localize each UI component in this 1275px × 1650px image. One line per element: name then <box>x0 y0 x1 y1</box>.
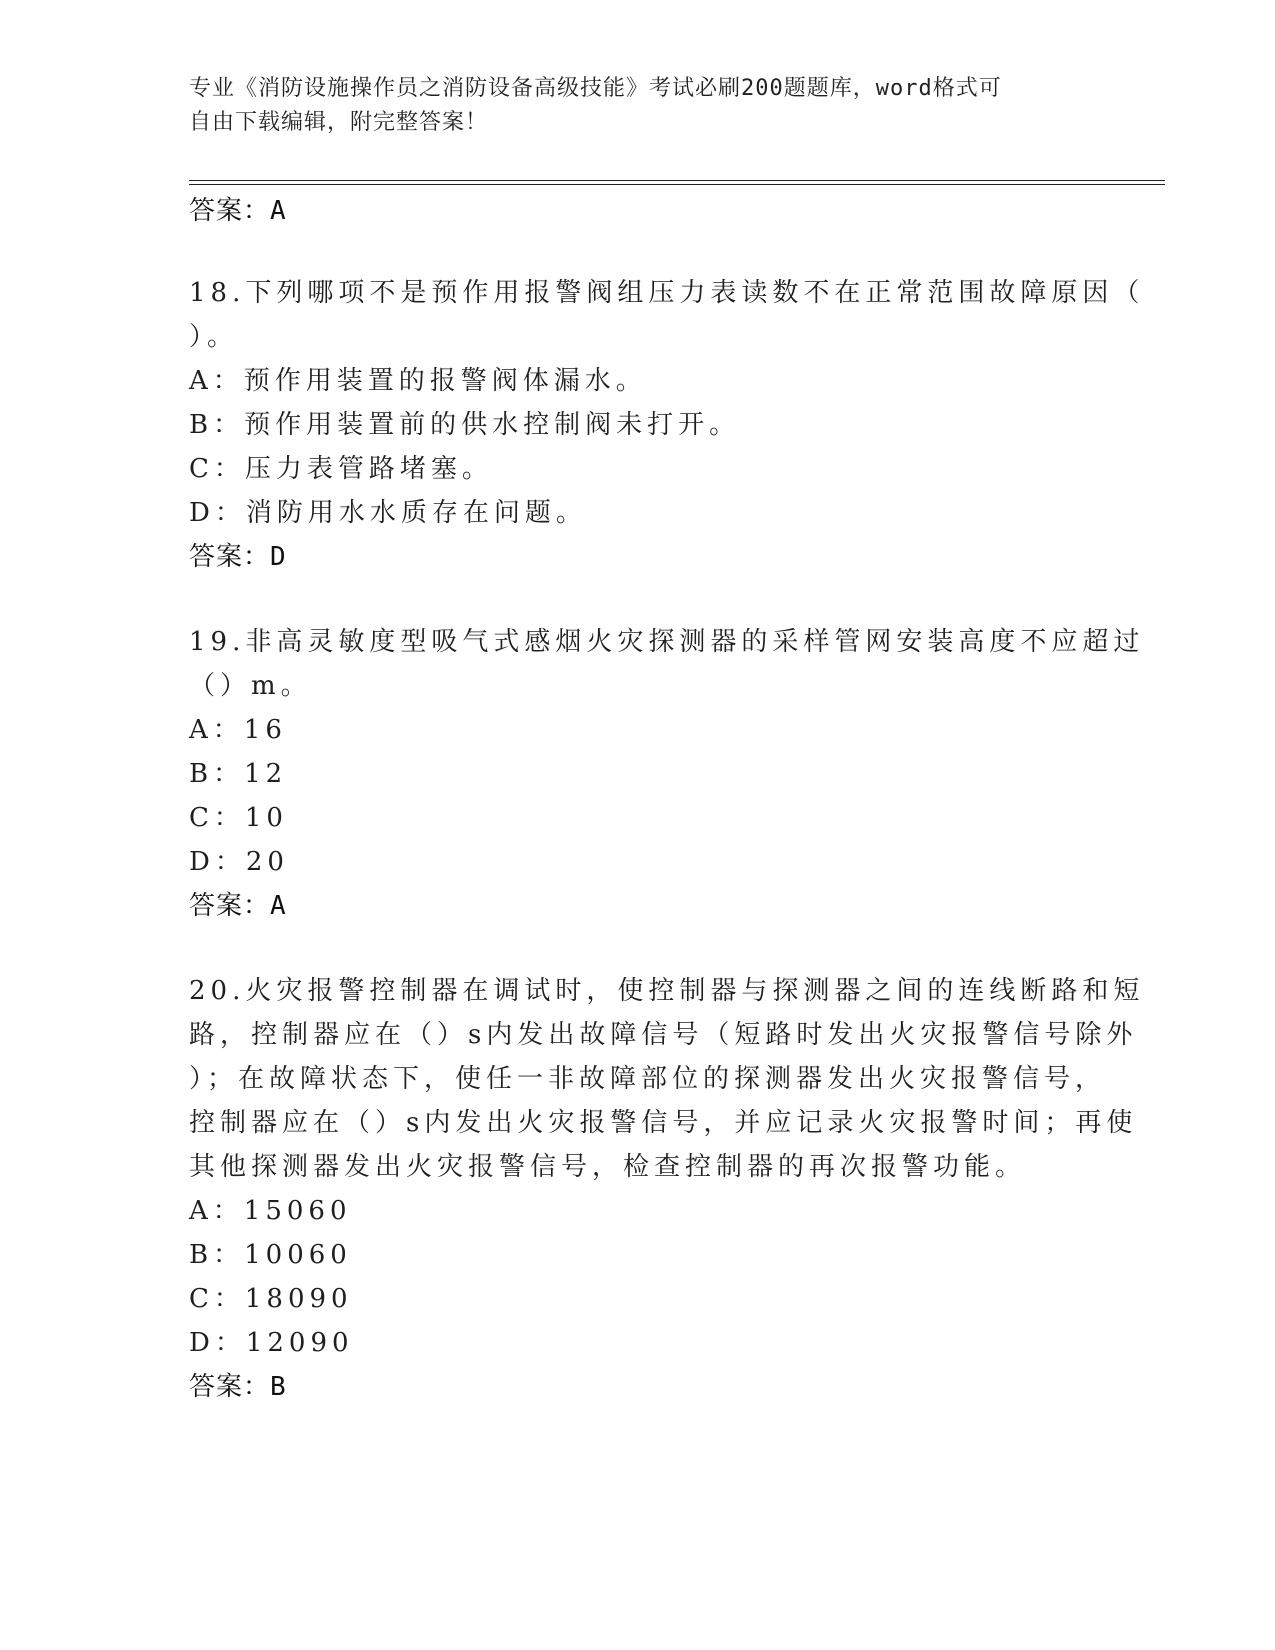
question-19-option-d: D：20 <box>189 847 289 877</box>
question-18-option-c: C：压力表管路堵塞。 <box>189 454 493 484</box>
answer-value: A <box>270 196 287 226</box>
question-19-line-2: （）m。 <box>189 671 312 701</box>
question-18-line-1: 18.下列哪项不是预作用报警阀组压力表读数不在正常范围故障原因（ <box>189 278 1145 308</box>
question-18-option-d: D：消防用水水质存在问题。 <box>189 498 587 528</box>
question-20-line-2: 路，控制器应在（）s内发出故障信号（短路时发出火灾报警信号除外 <box>189 1020 1138 1050</box>
question-18-option-a: A：预作用装置的报警阀体漏水。 <box>189 366 647 396</box>
answer-value: B <box>270 1372 287 1402</box>
question-20-line-4: 控制器应在（）s内发出火灾报警信号，并应记录火灾报警时间；再使 <box>189 1108 1138 1138</box>
answer-label: 答案： <box>189 1372 271 1402</box>
question-20-line-3: ）；在故障状态下，使任一非故障部位的探测器发出火灾报警信号， <box>189 1064 1107 1094</box>
document-header <box>189 72 1069 140</box>
answer-value: D <box>270 542 287 572</box>
question-19-answer <box>189 891 287 921</box>
answer-value: A <box>270 891 287 921</box>
question-19-option-c: C：10 <box>189 803 288 833</box>
answer-prev <box>189 196 287 226</box>
question-20-answer <box>189 1372 287 1402</box>
question-20-option-a: A：15060 <box>189 1196 352 1226</box>
answer-label: 答案： <box>189 196 271 226</box>
answer-label: 答案： <box>189 542 271 572</box>
question-19-option-b: B：12 <box>189 759 288 789</box>
question-18-line-2: ）。 <box>189 322 239 352</box>
answer-label: 答案： <box>189 891 271 921</box>
question-19-line-1: 19.非高灵敏度型吸气式感烟火灾探测器的采样管网安装高度不应超过 <box>189 627 1145 657</box>
question-18-answer <box>189 542 287 572</box>
question-18-option-b: B：预作用装置前的供水控制阀未打开。 <box>189 410 741 440</box>
question-20-line-5: 其他探测器发出火灾报警信号，检查控制器的再次报警功能。 <box>189 1152 1027 1182</box>
question-20-option-c: C：18090 <box>189 1284 353 1314</box>
header-line-2: 自由下载编辑，附完整答案！ <box>189 110 489 135</box>
question-19-option-a: A：16 <box>189 715 287 745</box>
header-rule-bottom <box>189 184 1165 185</box>
question-20-option-d: D：12090 <box>189 1328 354 1358</box>
header-line-1: 专业《消防设施操作员之消防设备高级技能》考试必刷200题题库，word格式可 <box>189 76 1002 101</box>
question-20-line-1: 20.火灾报警控制器在调试时，使控制器与探测器之间的连线断路和短 <box>189 976 1145 1006</box>
question-20-option-b: B：10060 <box>189 1240 352 1270</box>
header-rule-top <box>189 180 1165 181</box>
